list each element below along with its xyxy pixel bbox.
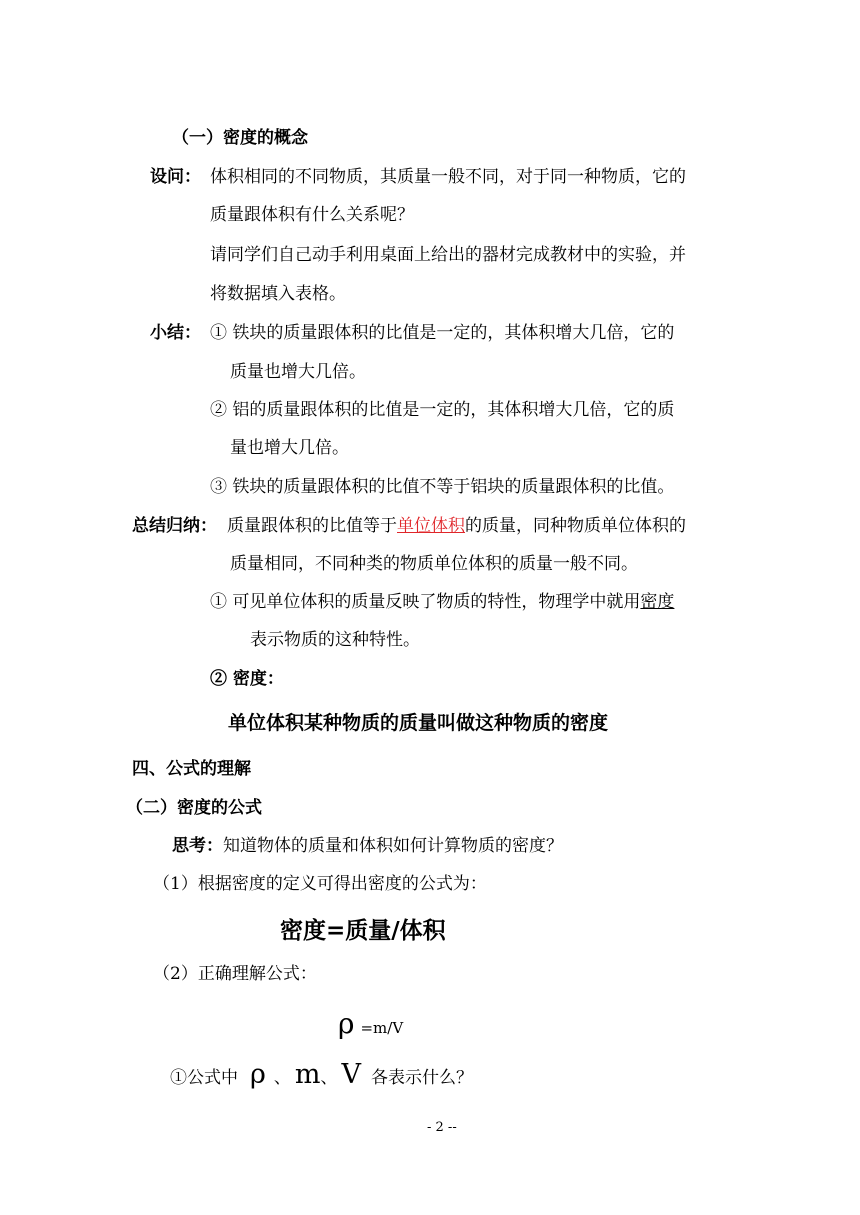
conclusion-line-2: 质量相同，不同种类的物质单位体积的质量一般不同。 <box>230 554 638 574</box>
q1-sep-2: 、 <box>320 1068 338 1088</box>
density-underlined: 密度 <box>640 592 675 612</box>
conclusion-line-1 <box>227 514 686 538</box>
think-text: 知道物体的质量和体积如何计算物质的密度？ <box>223 836 563 856</box>
step-1: （1）根据密度的定义可得出密度的公式为： <box>153 874 487 894</box>
q1-rho: ρ <box>250 1059 266 1090</box>
conclusion-item-1-pre: ① 可见单位体积的质量反映了物质的特性，物理学中就用 <box>210 592 641 612</box>
question-label: 设问： <box>150 167 201 187</box>
conclusion-item-2-text: ② 密度： <box>210 669 284 689</box>
question-line-4: 将数据填入表格。 <box>210 284 346 304</box>
rho-symbol: ρ <box>338 1007 355 1040</box>
conclusion-item-1-line-2: 表示物质的这种特性。 <box>250 630 420 650</box>
summary-item-1-line-1: ① 铁块的质量跟体积的比值是一定的，其体积增大几倍，它的 <box>210 323 675 343</box>
q1-suffix: 各表示什么？ <box>370 1068 473 1088</box>
formula-symbol <box>338 1006 403 1046</box>
q1-prefix: ①公式中 <box>170 1068 238 1088</box>
unit-volume-highlight: 单位体积 <box>397 516 465 536</box>
question-line-3: 请同学们自己动手利用桌面上给出的器材完成教材中的实验，并 <box>210 245 686 265</box>
summary-item-2-line-2: 量也增大几倍。 <box>230 438 349 458</box>
q1-sep-1: 、 <box>273 1068 291 1088</box>
formula-words: 密度=质量/体积 <box>280 918 446 944</box>
summary-item-2-line-1: ② 铝的质量跟体积的比值是一定的，其体积增大几倍，它的质 <box>210 400 675 420</box>
page-number: - 2 -- <box>427 1120 457 1135</box>
think-line <box>172 834 563 858</box>
q1-m: m <box>294 1059 321 1090</box>
conclusion-line-1-post: 的质量，同种物质单位体积的 <box>465 516 686 536</box>
question-1 <box>170 1055 473 1098</box>
section-heading-formula-understanding: 四、公式的理解 <box>132 759 251 779</box>
think-label: 思考： <box>172 836 223 856</box>
summary-item-1-line-2: 质量也增大几倍。 <box>230 362 366 382</box>
density-definition: 单位体积某种物质的质量叫做这种物质的密度 <box>228 712 609 734</box>
step-2: （2）正确理解公式： <box>153 964 317 984</box>
section-heading-density-formula: （二）密度的公式 <box>126 798 262 818</box>
question-line-1: 体积相同的不同物质，其质量一般不同，对于同一种物质，它的 <box>210 167 686 187</box>
conclusion-line-1-pre: 质量跟体积的比值等于 <box>227 516 397 536</box>
conclusion-label: 总结归纳： <box>132 516 217 536</box>
section-heading-concept: （一）密度的概念 <box>172 128 308 148</box>
summary-label: 小结： <box>150 323 201 343</box>
summary-item-3: ③ 铁块的质量跟体积的比值不等于铝块的质量跟体积的比值。 <box>210 477 675 497</box>
conclusion-item-1 <box>210 590 674 614</box>
formula-rest: =m/V <box>360 1019 404 1037</box>
conclusion-item-2 <box>210 667 284 691</box>
q1-v: V <box>341 1059 361 1090</box>
question-line-2: 质量跟体积有什么关系呢？ <box>210 205 414 225</box>
